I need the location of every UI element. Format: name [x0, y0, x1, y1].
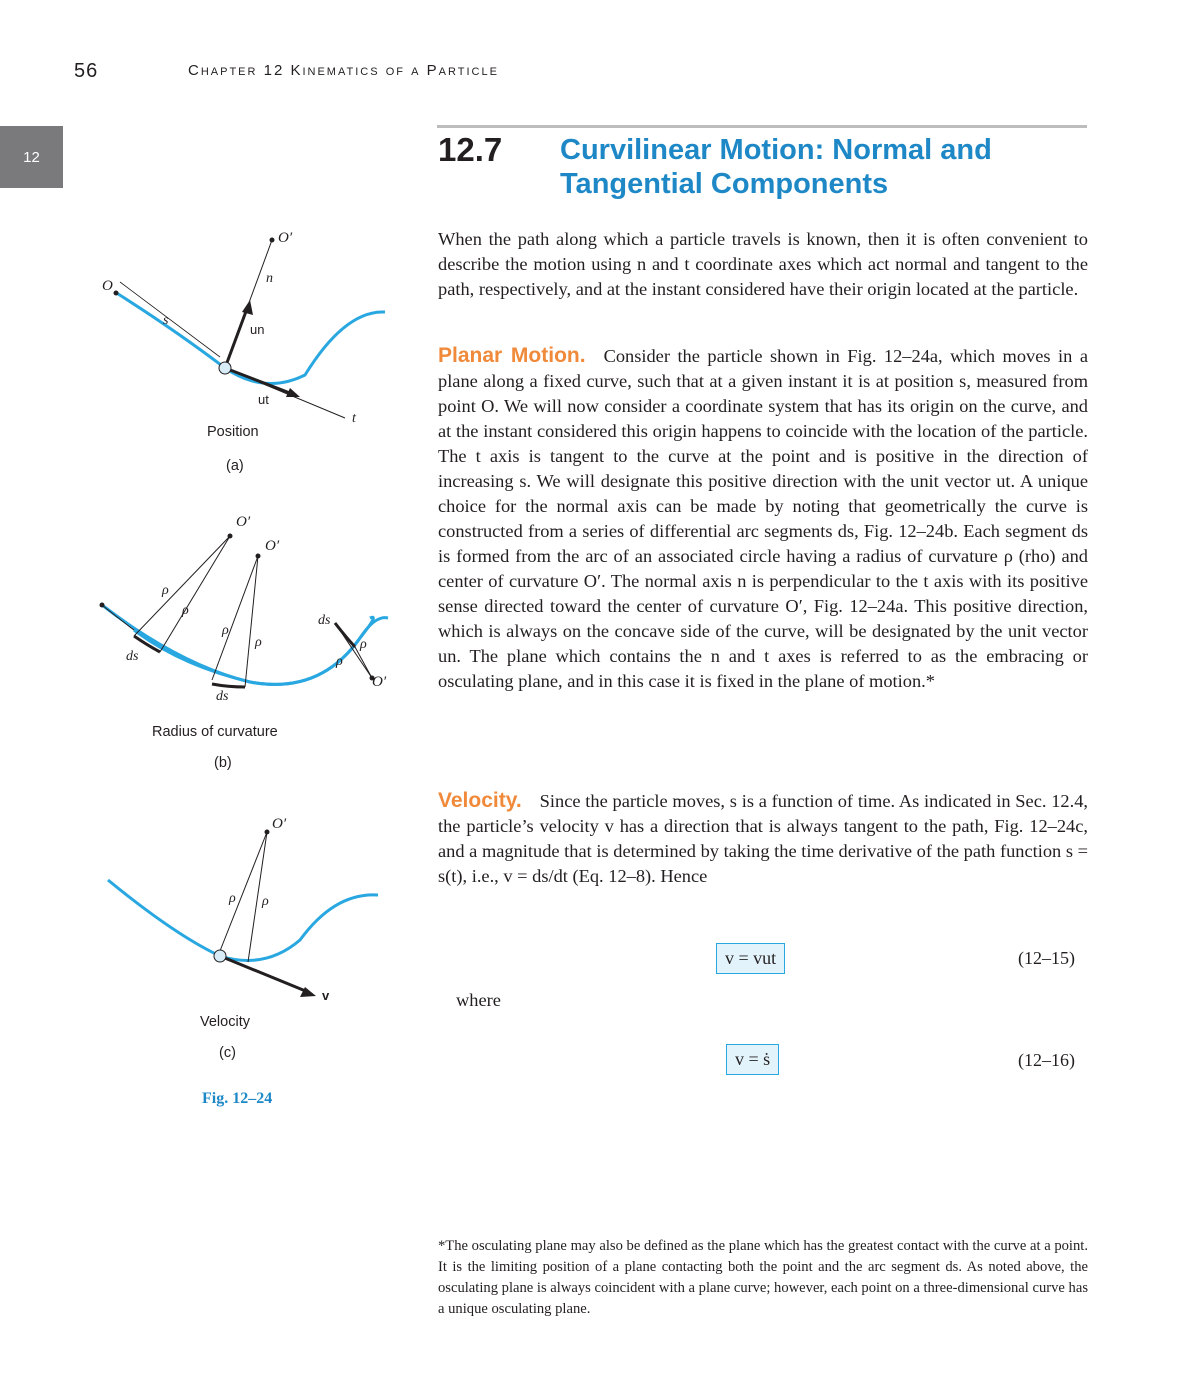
figure-b-radius	[90, 510, 400, 710]
label-rho-2: ρ	[262, 894, 269, 909]
section-title: Curvilinear Motion: Normal and Tangential Components	[560, 134, 992, 200]
equation-12-15-number: (12–15)	[1018, 948, 1075, 968]
equation-12-16: v = ṡ	[726, 1044, 779, 1075]
section-rule	[437, 125, 1087, 128]
planar-motion-text: Consider the particle shown in Fig. 12–24a, which moves in a plane along a fixed curve, such that at a given instant it is at position s, measured from point O. We will now consider a coordinate system that has its origin on the curve, and at the instant considered this origin happens to coincide with the location of the particle. The t axis is tangent to the curve at the point and is positive in the direction of increasing s. We will designate this positive direction with the unit vector ut. A unique choice for the normal axis can be made by noting that geometrically the curve is constructed from a series of differential arc segments ds, Fig. 12–24b. Each segment ds is formed from the arc of an associated circle having a radius of curvature ρ (rho) and center of curvature O′. The normal axis n is perpendicular to the t axis with its positive sense directed toward the center of curvature O′, Fig. 12–24a. This positive direction, which is always on the concave side of the curve, will be designated by the unit vector un. The plane which contains the n and t axes is referred to as the embracing or osculating plane, and in this case it is fixed in the plane of motion.*	[438, 346, 1088, 691]
start-point	[100, 603, 105, 608]
label-rho-4: ρ	[255, 635, 262, 650]
center-point-1	[228, 534, 233, 539]
figure-a-caption: Position	[207, 424, 259, 440]
label-rho-2: ρ	[182, 603, 189, 618]
particle	[214, 950, 226, 962]
rho-line-1	[218, 832, 267, 956]
label-o: O	[102, 278, 113, 294]
equation-12-16-number: (12–16)	[1018, 1050, 1075, 1070]
path-start	[102, 605, 134, 630]
page-number: 56	[74, 60, 99, 82]
figure-b-caption: Radius of curvature	[152, 724, 278, 740]
velocity-heading: Velocity.	[438, 789, 522, 812]
figure-b-sub: (b)	[214, 755, 232, 771]
s-dimension-line	[120, 282, 220, 357]
where-text: where	[456, 990, 501, 1010]
path-curve	[102, 605, 373, 684]
figure-c-velocity	[90, 810, 400, 1010]
rho-line-1	[134, 536, 230, 636]
center-point-2	[256, 554, 261, 559]
label-v: v	[322, 988, 330, 1003]
label-ds-1: ds	[126, 649, 139, 664]
chapter-tab-label: 12	[23, 148, 40, 166]
equation-12-15: v = vut	[716, 943, 785, 974]
label-o-prime: O′	[278, 230, 293, 246]
label-s: s	[163, 313, 169, 328]
label-rho-1: ρ	[229, 891, 236, 906]
ut-arrowhead	[286, 388, 300, 397]
label-rho-3: ρ	[222, 623, 229, 638]
label-o-prime-2: O′	[265, 538, 280, 554]
rho-line-3	[212, 556, 258, 680]
intro-paragraph: When the path along which a particle travels is known, then it is often convenient to describe the motion using n and t coordinate axes which act normal and tangent to the path, respectively, and at the instant considered have their origin located at the particle.	[438, 229, 1088, 299]
label-rho-5: ρ	[336, 654, 343, 669]
label-ds-3: ds	[318, 613, 331, 628]
figure-c-caption: Velocity	[200, 1014, 250, 1030]
label-o-prime-1: O′	[236, 514, 251, 530]
label-rho-6: ρ	[360, 637, 367, 652]
center-point	[265, 830, 270, 835]
rho-line-4	[245, 556, 258, 687]
chapter-title: Chapter 12 Kinematics of a Particle	[188, 62, 499, 79]
center-point	[270, 238, 275, 243]
velocity-paragraph	[438, 788, 1088, 889]
label-n: n	[266, 271, 273, 286]
un-vector	[225, 306, 248, 368]
planar-motion-heading: Planar Motion.	[438, 344, 586, 367]
label-o-prime: O′	[272, 816, 287, 832]
label-ut: ut	[258, 392, 269, 407]
ds-segment-2	[212, 684, 245, 687]
origin-point	[114, 291, 119, 296]
section-number: 12.7	[438, 131, 503, 168]
un-arrowhead	[242, 300, 253, 315]
velocity-vector	[220, 956, 308, 992]
figure-label: Fig. 12–24	[202, 1090, 273, 1107]
velocity-text: Since the particle moves, s is a function of time. As indicated in Sec. 12.4, the particle’s velocity v has a direction that is always tangent to the path, Fig. 12–24c, and a magnitude that is determined by taking the time derivative of the path function s = s(t), i.e., v = ds/dt (Eq. 12–8). Hence	[438, 791, 1088, 886]
label-ds-2: ds	[216, 689, 229, 704]
planar-motion-paragraph	[438, 343, 1088, 694]
figure-a-position	[90, 220, 400, 440]
label-t: t	[352, 411, 356, 426]
figure-c-sub: (c)	[219, 1045, 236, 1061]
label-o-prime-3: O′	[372, 674, 387, 690]
label-rho-1: ρ	[162, 583, 169, 598]
label-un: un	[250, 322, 265, 337]
chapter-tab	[0, 126, 63, 188]
rho-line-2	[160, 536, 230, 652]
particle	[219, 362, 231, 374]
figure-a-sub: (a)	[226, 458, 244, 474]
ds-segment-3	[335, 623, 355, 647]
footnote: *The osculating plane may also be defined as the plane which has the greatest contact with the curve at a point. It is the limiting position of a plane contacting both the point and the arc segment ds. As noted above, the osculating plane is always coincident with a plane curve; however, each point on a three-dimensional curve has a unique osculating plane.	[438, 1238, 1088, 1317]
